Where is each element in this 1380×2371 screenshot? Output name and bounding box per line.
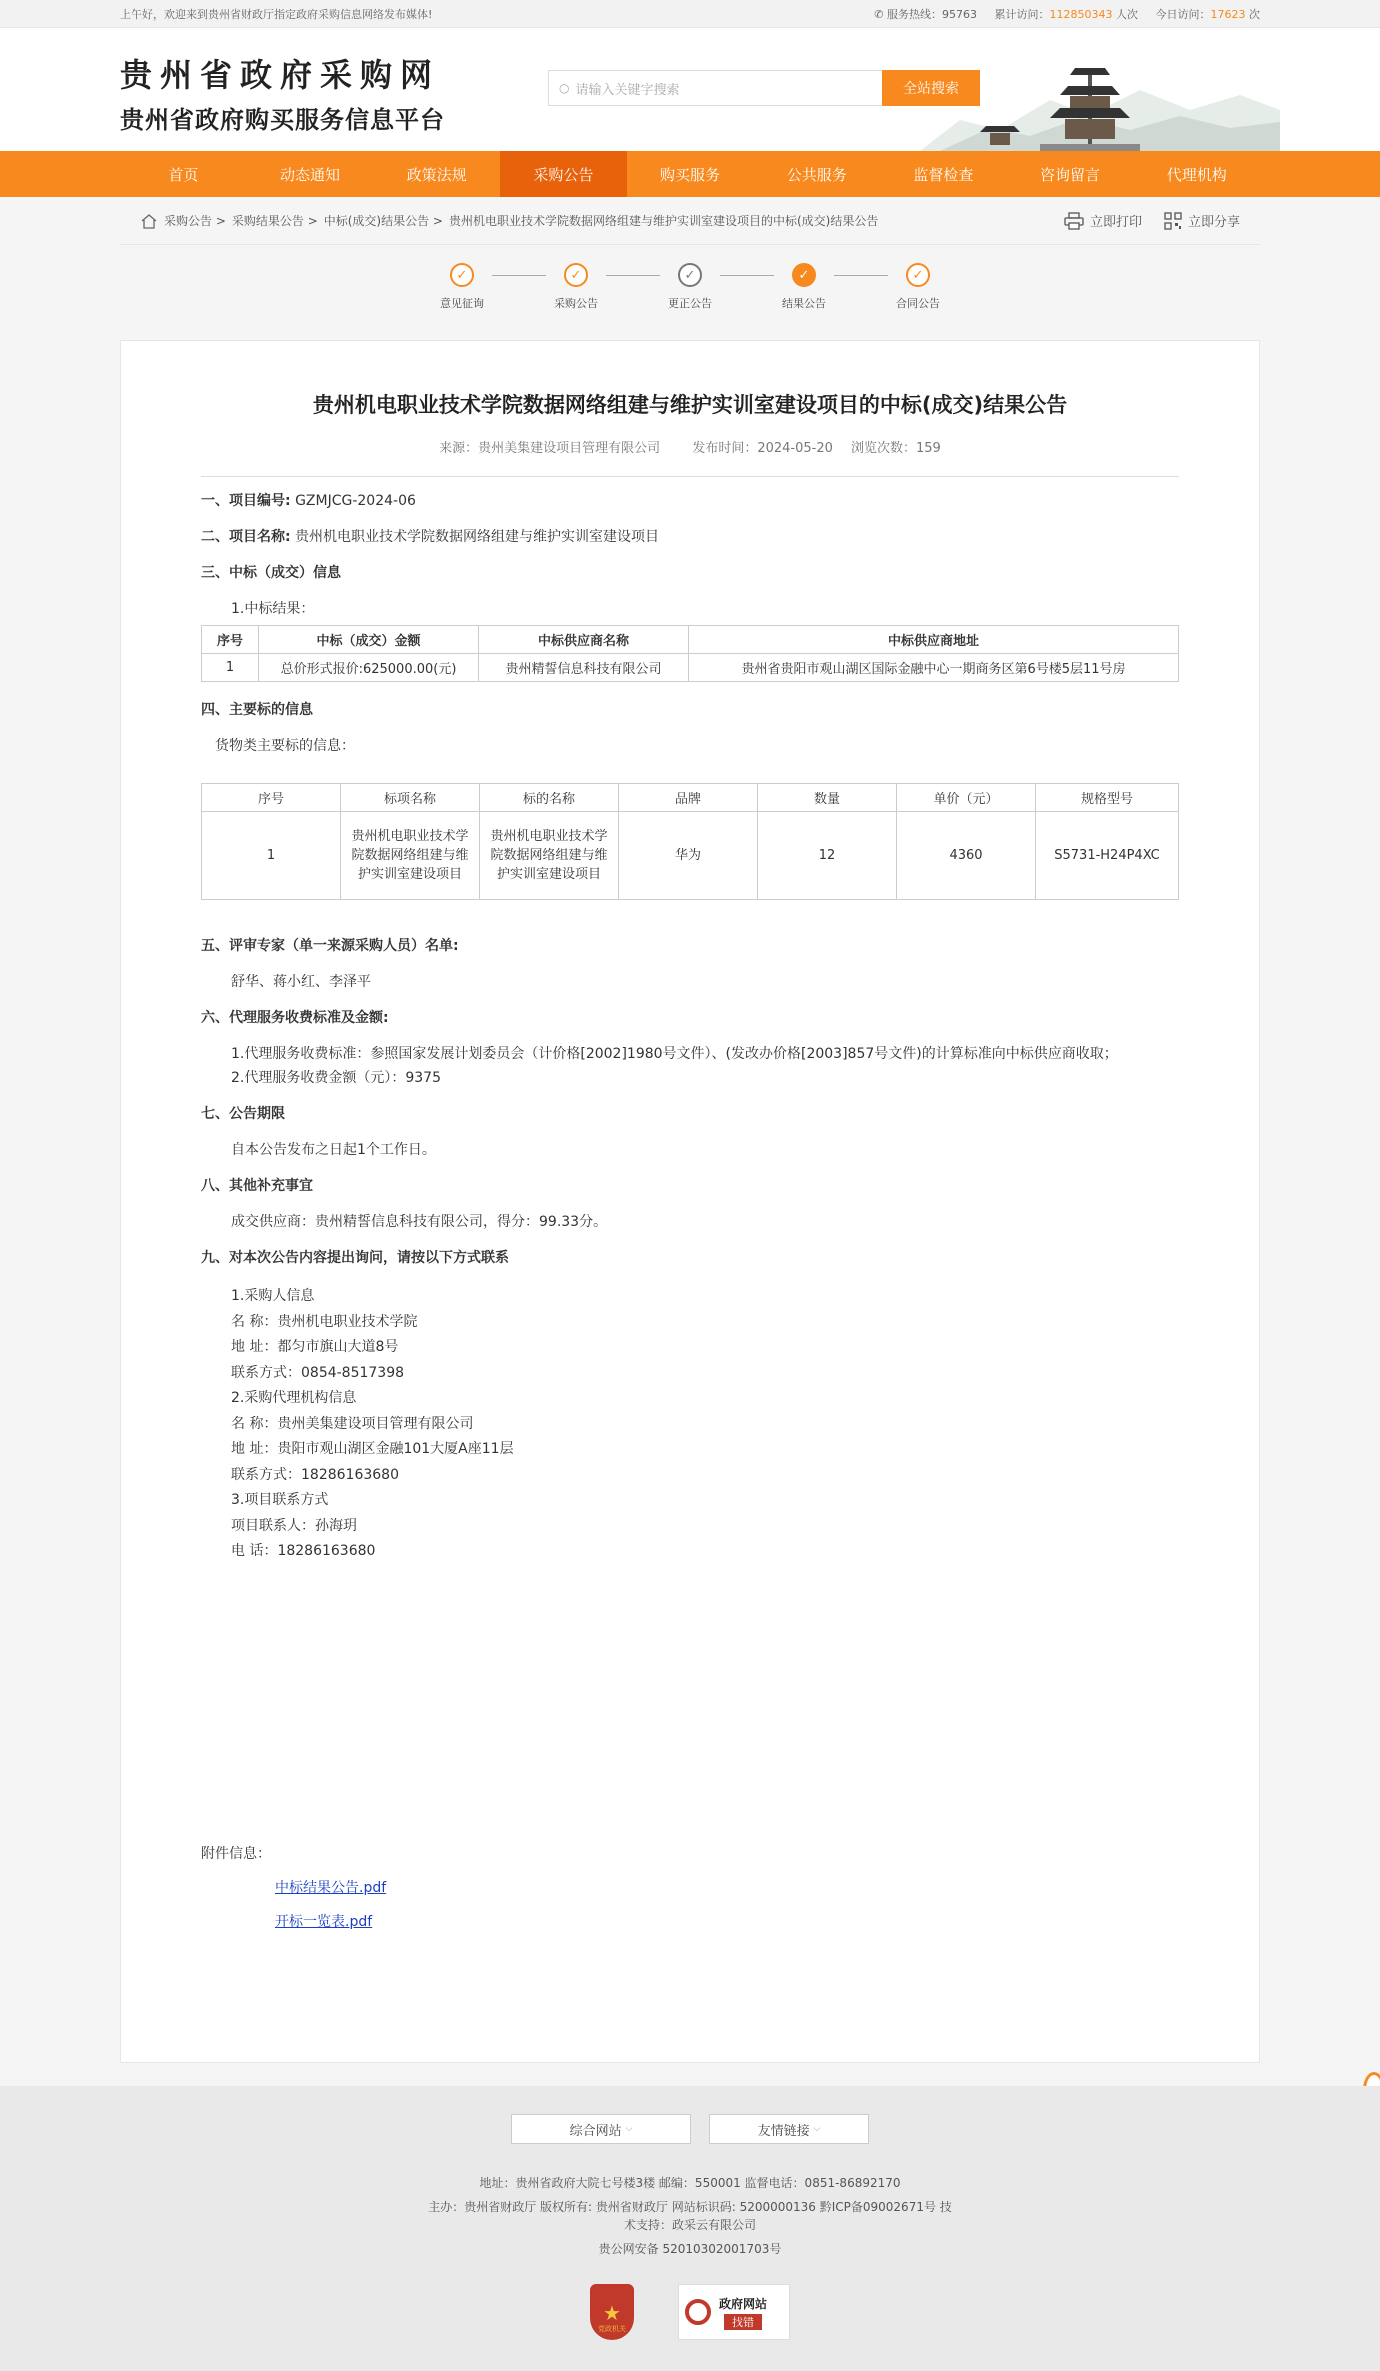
logo-title: 贵州省政府采购网 bbox=[120, 56, 441, 94]
list-item: 地 址：贵阳市观山湖区金融101大厦A座11层 bbox=[231, 1441, 514, 1457]
welcome-text: 上午好，欢迎来到贵州省财政厅指定政府采购信息网络发布媒体! bbox=[120, 8, 433, 21]
section-agency-fee: 六、代理服务收费标准及金额: bbox=[201, 1010, 389, 1026]
items-subtitle: 货物类主要标的信息： bbox=[215, 738, 355, 754]
footer-address: 地址：贵州省政府大院七号楼3楼 邮编：550001 监督电话：0851-86892170 bbox=[479, 2176, 901, 2190]
crumb-result[interactable]: 采购结果公告 > bbox=[231, 214, 318, 228]
magnifier-icon bbox=[685, 2299, 711, 2325]
pagoda-illustration bbox=[920, 40, 1280, 151]
list-item: 1.采购人信息 bbox=[231, 1288, 315, 1304]
award-table bbox=[201, 625, 1179, 682]
gov-site-error-badge[interactable]: 政府网站 找错 bbox=[678, 2284, 790, 2340]
stats bbox=[860, 6, 1260, 22]
section-project-number: 一、项目编号: GZMJCG-2024-06 bbox=[201, 493, 416, 509]
share-button[interactable]: 立即分享 bbox=[1164, 211, 1240, 230]
section-contact: 九、对本次公告内容提出询问，请按以下方式联系 bbox=[201, 1250, 509, 1266]
section-supplement: 八、其他补充事宜 bbox=[201, 1178, 313, 1194]
search-button[interactable]: 全站搜索 bbox=[882, 70, 980, 106]
hotline: ✆ 服务热线：95763 bbox=[874, 8, 977, 21]
site-header bbox=[0, 28, 1380, 151]
top-bar bbox=[0, 0, 1380, 28]
period-text: 自本公告发布之日起1个工作日。 bbox=[231, 1142, 436, 1158]
today-visits: 今日访问：17623 次 bbox=[1155, 8, 1260, 21]
attachments-label: 附件信息： bbox=[201, 1846, 271, 1862]
nav-agency[interactable]: 代理机构 bbox=[1166, 165, 1227, 184]
crumb-procurement[interactable]: 采购公告 > bbox=[164, 214, 226, 228]
table-header-row: 序号 标项名称 标的名称 品牌 数量 单价（元） 规格型号 bbox=[202, 784, 1179, 812]
main-nav bbox=[0, 151, 1380, 197]
check-icon: ✓ bbox=[792, 263, 816, 287]
list-item: 联系方式：18286163680 bbox=[231, 1466, 399, 1483]
logo-subtitle: 贵州省政府购买服务信息平台 bbox=[120, 105, 445, 134]
list-item: 项目联系人：孙海玥 bbox=[231, 1517, 357, 1534]
step-result[interactable]: ✓ 结果公告 bbox=[774, 263, 834, 311]
section-award-info: 三、中标（成交）信息 bbox=[201, 565, 341, 581]
section-period: 七、公告期限 bbox=[201, 1106, 285, 1122]
page-title: 贵州机电职业技术学院数据网络组建与维护实训室建设项目的中标(成交)结果公告 bbox=[312, 393, 1068, 417]
qrcode-icon bbox=[1164, 212, 1182, 230]
breadcrumb bbox=[140, 212, 884, 229]
step-opinion[interactable]: ✓ 意见征询 bbox=[432, 263, 492, 311]
article-source: 来源：贵州美集建设项目管理有限公司 bbox=[439, 441, 661, 456]
crumb-award[interactable]: 中标(成交)结果公告 > bbox=[323, 214, 443, 228]
footer-host: 主办：贵州省财政厅 版权所有: 贵州省财政厅 网站标识码: 5200000136 黔ICP备09002671号 技 术支持：政采云有限公司 bbox=[428, 2200, 952, 2232]
chevron-down-icon: ⌵ bbox=[625, 2124, 633, 2134]
page-tools bbox=[1042, 211, 1240, 230]
attachment-link-result[interactable]: 中标结果公告.pdf bbox=[275, 1880, 387, 1896]
article-views: 浏览次数：159 bbox=[851, 441, 941, 456]
process-steps bbox=[120, 245, 1260, 340]
table-row: 1 贵州机电职业技术学院数据网络组建与维护实训室建设项目 贵州机电职业技术学院数据网络组建与维护实训室建设项目 华为 12 4360 S5731-H24P4XC bbox=[202, 812, 1179, 900]
attachment-link-bid-list[interactable]: 开标一览表.pdf bbox=[275, 1914, 373, 1930]
list-item: 地 址：都匀市旗山大道8号 bbox=[231, 1339, 399, 1355]
nav-procurement[interactable]: 采购公告 bbox=[500, 151, 627, 197]
step-announcement[interactable]: ✓ 采购公告 bbox=[546, 263, 606, 311]
printer-icon bbox=[1064, 212, 1084, 230]
step-correction[interactable]: ✓ 更正公告 bbox=[660, 263, 720, 311]
crumb-current: 贵州机电职业技术学院数据网络组建与维护实训室建设项目的中标(成交)结果公告 bbox=[448, 214, 879, 228]
check-icon: ✓ bbox=[450, 263, 474, 287]
section-project-name: 二、项目名称: 贵州机电职业技术学院数据网络组建与维护实训室建设项目 bbox=[201, 529, 660, 545]
list-item: 2.采购代理机构信息 bbox=[231, 1390, 357, 1406]
site-footer bbox=[0, 2086, 1380, 2371]
footer-badges bbox=[0, 2284, 1380, 2340]
nav-public-service[interactable]: 公共服务 bbox=[786, 165, 847, 184]
list-item: 3.项目联系方式 bbox=[231, 1492, 329, 1508]
nav-policy[interactable]: 政策法规 bbox=[406, 165, 467, 184]
search-input[interactable]: ○ 请输入关键字搜索 bbox=[548, 70, 882, 106]
fee-amount: 2.代理服务收费金额（元）：9375 bbox=[231, 1070, 441, 1086]
step-connector bbox=[720, 275, 774, 276]
list-item: 名 称：贵州机电职业技术学院 bbox=[231, 1313, 418, 1330]
article-meta bbox=[201, 437, 1179, 477]
site-dropdown[interactable]: 综合网站 ⌵ bbox=[511, 2114, 691, 2144]
fee-standard: 1.代理服务收费标准：参照国家发展计划委员会（计价格[2002]1980号文件）、(发改办价格[2003]857号文件)的计算标准向中标供应商收取； bbox=[231, 1046, 1118, 1062]
check-icon: ✓ bbox=[906, 263, 930, 287]
links-dropdown[interactable]: 友情链接 ⌵ bbox=[709, 2114, 869, 2144]
chevron-down-icon: ⌵ bbox=[813, 2124, 821, 2134]
table-row: 1 总价形式报价:625000.00(元) 贵州精誓信息科技有限公司 贵州省贵阳市观山湖区国际金融中心一期商务区第6号楼5层11号房 bbox=[202, 654, 1179, 682]
party-gov-badge[interactable]: ★ 党政机关 bbox=[590, 2284, 634, 2340]
step-connector bbox=[606, 275, 660, 276]
step-contract[interactable]: ✓ 合同公告 bbox=[888, 263, 948, 311]
footer-links bbox=[0, 2114, 1380, 2144]
phone-icon: ✆ bbox=[874, 8, 884, 21]
check-icon: ✓ bbox=[678, 263, 702, 287]
article-date: 发布时间：2024-05-20 bbox=[692, 441, 833, 456]
nav-news[interactable]: 动态通知 bbox=[280, 165, 341, 184]
list-item: 电 话：18286163680 bbox=[231, 1543, 376, 1559]
nav-consult[interactable]: 咨询留言 bbox=[1040, 165, 1101, 184]
nav-supervision[interactable]: 监督检查 bbox=[913, 165, 974, 184]
step-connector bbox=[492, 275, 546, 276]
footer-police: 贵公网安备 52010302001703号 bbox=[598, 2242, 782, 2256]
list-item: 联系方式：0854-8517398 bbox=[231, 1364, 405, 1381]
attachments bbox=[201, 1843, 386, 1931]
experts-list: 舒华、蒋小红、李泽平 bbox=[231, 974, 371, 990]
total-visits: 累计访问：112850343 人次 bbox=[994, 8, 1138, 21]
supplement-text: 成交供应商：贵州精誓信息科技有限公司，得分：99.33分。 bbox=[231, 1214, 608, 1230]
site-logo[interactable] bbox=[120, 50, 445, 135]
list-item: 名 称：贵州美集建设项目管理有限公司 bbox=[231, 1415, 474, 1432]
home-icon[interactable] bbox=[140, 213, 158, 229]
search-bar bbox=[548, 70, 980, 106]
emblem-icon: ★ bbox=[603, 2301, 621, 2325]
section-experts: 五、评审专家（单一来源采购人员）名单: bbox=[201, 938, 459, 954]
search-icon: ○ bbox=[559, 81, 570, 95]
step-connector bbox=[834, 275, 888, 276]
contact-list bbox=[201, 1284, 1179, 1565]
items-table bbox=[201, 783, 1179, 900]
table-header-row: 序号 中标（成交）金额 中标供应商名称 中标供应商地址 bbox=[202, 626, 1179, 654]
award-subtitle: 1.中标结果： bbox=[231, 601, 315, 617]
nav-purchase-service[interactable]: 购买服务 bbox=[660, 165, 721, 184]
check-icon: ✓ bbox=[564, 263, 588, 287]
print-button[interactable]: 立即打印 bbox=[1064, 211, 1142, 230]
section-main-items: 四、主要标的信息 bbox=[201, 702, 313, 718]
breadcrumb-row bbox=[120, 197, 1260, 245]
nav-home[interactable]: 首页 bbox=[168, 165, 199, 184]
article-panel bbox=[120, 340, 1260, 2063]
